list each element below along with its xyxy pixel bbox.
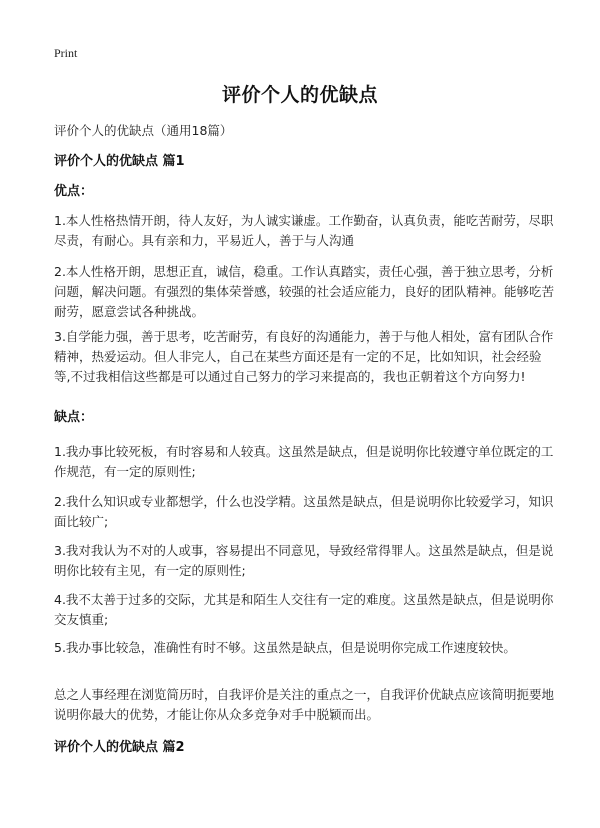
weakness-item-2 [54,492,554,532]
weaknesses-label: 缺点： [54,410,94,425]
strength-text: 3.自学能力强，善于思考，吃苦耐劳，有良好的沟通能力，善于与他人相处，富有团队合作精神，热爱运动。但人非完人，自己在某些方面还是有一定的不足，比如知识，社会经验等,不过我相信这些都是可以通过自己努力的学习来提高的，我也正朝着这个方向努力! [54,329,554,384]
weakness-text: 1.我办事比较死板，有时容易和人较真。这虽然是缺点，但是说明你比较遵守单位既定的工作规范，有一定的原则性; [54,444,554,479]
weakness-item-1 [54,442,554,482]
strength-text: 1.本人性格热情开朗，待人友好，为人诚实谦虚。工作勤奋，认真负责，能吃苦耐劳，尽职尽责，有耐心。具有亲和力，平易近人，善于与人沟通 [54,213,554,248]
weakness-item-5 [54,638,554,658]
strength-item-1 [54,211,554,251]
intro-text: 评价个人的优缺点（通用18篇） [54,123,233,138]
weakness-text: 3.我对我认为不对的人或事，容易提出不同意见，导致经常得罪人。这虽然是缺点，但是说明你比较有主见，有一定的原则性; [54,543,554,578]
section1-heading: 评价个人的优缺点 篇1 [54,154,185,169]
print-link[interactable]: Print [54,46,78,60]
section2-heading: 评价个人的优缺点 篇2 [54,740,185,755]
page-title: 评价个人的优缺点 [221,84,378,106]
weakness-item-4 [54,590,554,630]
weakness-text: 2.我什么知识或专业都想学，什么也没学精。这虽然是缺点，但是说明你比较爱学习，知识面比较广; [54,494,554,529]
weakness-text: 5.我办事比较急，准确性有时不够。这虽然是缺点，但是说明你完成工作速度较快。 [54,640,516,655]
weakness-text: 4.我不太善于过多的交际，尤其是和陌生人交往有一定的难度。这虽然是缺点，但是说明你交友慎重; [54,592,554,627]
strength-item-3 [54,327,554,387]
strength-text: 2.本人性格开朗，思想正直，诚信，稳重。工作认真踏实，责任心强，善于独立思考，分析问题，解决问题。有强烈的集体荣誉感，较强的社会适应能力，良好的团队精神。能够吃苦耐劳，愿意尝试各种挑战。 [54,264,555,319]
strength-item-2 [54,262,554,322]
summary-paragraph [54,685,554,725]
summary-text: 总之人事经理在浏览简历时，自我评价是关注的重点之一，自我评价优缺点应该简明扼要地说明你最大的优势，才能让你从众多竞争对手中脱颖而出。 [54,687,555,722]
strengths-label: 优点： [54,184,94,199]
weakness-item-3 [54,541,554,581]
